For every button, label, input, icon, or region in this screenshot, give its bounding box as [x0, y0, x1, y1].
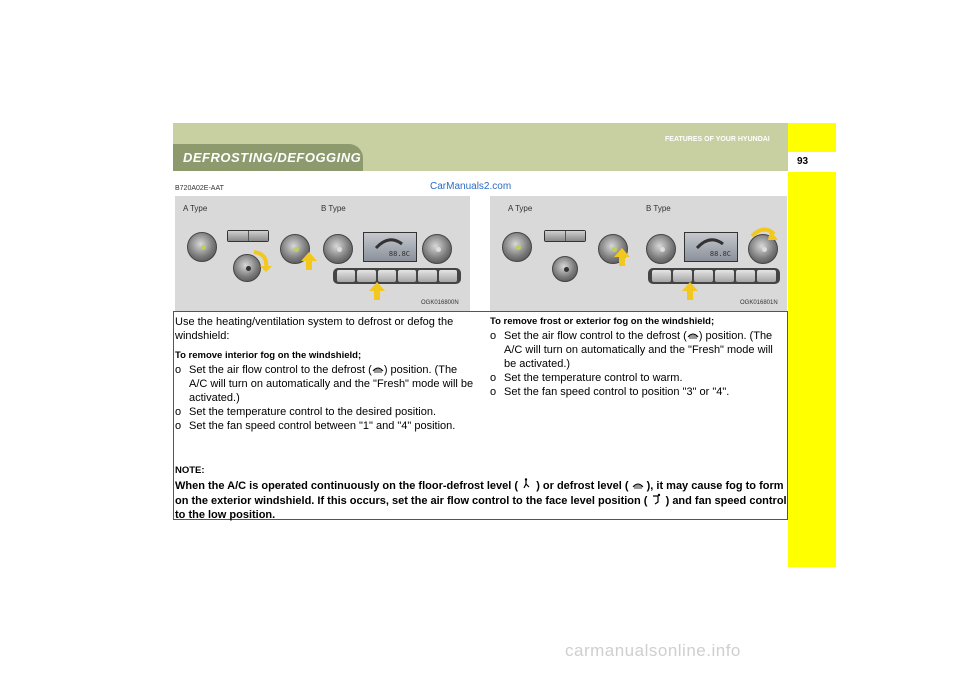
- figure-label-a-type: A Type: [508, 204, 533, 213]
- list-item: [175, 363, 475, 405]
- step-text: ) position. (The A/C will turn on automatically and the "Fresh" mode will be activated.): [189, 364, 474, 404]
- bullet-marker: o: [175, 364, 182, 376]
- bullet-marker: o: [490, 372, 497, 384]
- fan-speed-knob: [552, 256, 578, 282]
- up-arrow-icon: [682, 282, 698, 300]
- temperature-knob: [187, 232, 217, 262]
- side-thumb-bar: [788, 123, 836, 567]
- control-panel-photo-2: [490, 196, 787, 312]
- interior-fog-heading: To remove interior fog on the windshield;: [175, 350, 362, 361]
- up-arrow-icon: [369, 282, 385, 300]
- floor-defrost-icon: [521, 478, 533, 490]
- bullet-marker: o: [490, 386, 497, 398]
- defrost-icon: [372, 364, 384, 374]
- b-type-temp-knob: [646, 234, 676, 264]
- climate-display: [684, 232, 738, 262]
- display-digits: 88.8C: [388, 250, 410, 258]
- left-column: [175, 315, 475, 433]
- figure-label-b-type: B Type: [321, 204, 346, 213]
- page-number: 93: [797, 156, 809, 167]
- chapter-label: FEATURES OF YOUR HYUNDAI: [665, 136, 770, 143]
- b-type-button-row: [333, 268, 461, 284]
- list-item: [490, 371, 786, 385]
- step-text: Set the air flow control to the defrost (: [189, 364, 372, 376]
- list-item: [490, 329, 786, 371]
- watermark-link[interactable]: CarManuals2.com: [430, 181, 512, 192]
- step-text: Set the fan speed control to position "3" or "4".: [504, 386, 730, 398]
- intro-text: Use the heating/ventilation system to defrost or defog the windshield:: [175, 316, 454, 342]
- note-text: When the A/C is operated continuously on the floor-defrost level (: [175, 480, 519, 492]
- bullet-marker: o: [175, 420, 182, 432]
- watermark-footer: carmanualsonline.info: [565, 641, 741, 660]
- defrost-icon: [687, 330, 699, 340]
- step-text: Set the temperature control to the desired position.: [189, 406, 437, 418]
- step-text: Set the temperature control to warm.: [504, 372, 683, 384]
- bullet-marker: o: [175, 406, 182, 418]
- document-code: B720A02E-AAT: [175, 185, 224, 192]
- control-panel-photo-1: [175, 196, 470, 312]
- display-digits: 88.8C: [709, 250, 731, 258]
- exterior-fog-heading: To remove frost or exterior fog on the windshield;: [490, 316, 715, 327]
- rotate-arrow-icon: [748, 224, 780, 242]
- b-type-fan-knob: [422, 234, 452, 264]
- list-item: [175, 419, 475, 433]
- image-code: OGK016800N: [421, 300, 459, 306]
- figure-label-a-type: A Type: [183, 204, 208, 213]
- note-text: ) or defrost level (: [536, 480, 629, 492]
- step-text: Set the fan speed control between "1" and "4" position.: [189, 420, 456, 432]
- b-type-button-row: [648, 268, 780, 284]
- section-title: DEFROSTING/DEFOGGING: [183, 150, 362, 165]
- list-item: [175, 405, 475, 419]
- figure-label-b-type: B Type: [646, 204, 671, 213]
- note-text: ) and fan speed control to the low position.: [175, 495, 787, 521]
- temperature-knob: [502, 232, 532, 262]
- step-text: ) position. (The A/C will turn on automatically and the "Fresh" mode will be activated.): [504, 330, 773, 370]
- up-arrow-icon: [301, 252, 317, 270]
- note-title: NOTE:: [175, 465, 205, 476]
- bullet-marker: o: [490, 330, 497, 342]
- climate-display: [363, 232, 417, 262]
- interior-fog-steps: [175, 363, 475, 433]
- face-level-icon: [651, 493, 663, 505]
- note-text: ), it may cause fog to form on the exterior windshield. If this occurs, set the air flow control to the face level position (: [175, 480, 784, 507]
- up-arrow-icon: [614, 248, 630, 266]
- a-type-button-bar: [227, 230, 269, 242]
- defrost-icon: [632, 480, 644, 490]
- a-type-button-bar: [544, 230, 586, 242]
- exterior-fog-steps: [490, 329, 786, 399]
- note-block: [175, 464, 787, 522]
- step-text: Set the air flow control to the defrost (: [504, 330, 687, 342]
- page-number-box: [788, 152, 836, 172]
- right-column: [490, 315, 786, 399]
- b-type-temp-knob: [323, 234, 353, 264]
- list-item: [490, 385, 786, 399]
- image-code: OGK016801N: [740, 300, 778, 306]
- rotate-arrow-icon: [251, 248, 273, 272]
